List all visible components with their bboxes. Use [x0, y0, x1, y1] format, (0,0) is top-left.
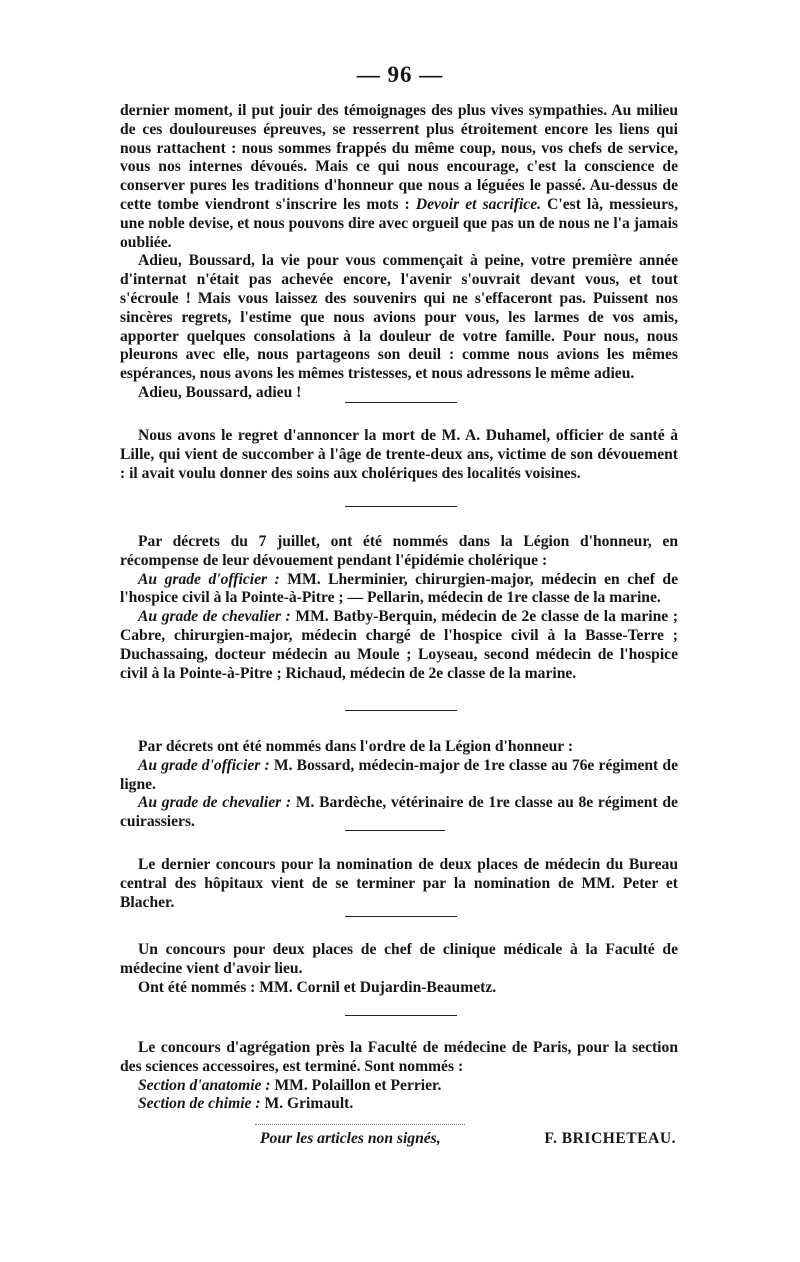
paragraph: Par décrets ont été nommés dans l'ordre de la Légion d'honneur : [138, 738, 574, 755]
separator-rule [345, 506, 457, 507]
page-number: — 96 — [356, 62, 444, 87]
paragraph: Au grade d'officier : MM. Lherminier, chirurgien-major, médecin en chef de l'hospice civil à la Pointe-à-Pitre ; — Pellarin, médecin de 1re classe de la marine. [120, 570, 678, 607]
death-notice [120, 427, 678, 483]
paragraph: dernier moment, il put jouir des témoignages des plus vives sympathies. Au milieu de ces douloureuses épreuves, se resserrent plus étroitement encore les liens qui nous rattachent : nous sommes frappés du même coup, nous, vos chefs de service, vous nos internes dévoués. Mais ce qui nous encourage, c'est la conscience de conserver pures les traditions d'honneur que nous a léguées le passé. Au-dessus de cette tombe viendront s'inscrire les mots : Devoir et sacrifice. C'est là, messieurs, une noble devise, et nous pouvons dire avec orgueil que pas un de nous ne l'a jamais oubliée. [120, 102, 678, 251]
grade-label: Au grade d'officier : [138, 756, 270, 774]
section-label: Section de chimie : [138, 1095, 261, 1113]
signature-dotted-line [255, 1124, 465, 1125]
concours-bureau-central [120, 856, 678, 912]
paragraph: Au grade d'officier : M. Bossard, médecin-major de 1re classe au 76e régiment de ligne. [120, 756, 678, 793]
signature-author: F. BRICHETEAU. [544, 1130, 676, 1147]
grade-label: Au grade de chevalier : [138, 794, 292, 812]
paragraph: Nous avons le regret d'annoncer la mort de M. A. Duhamel, officier de santé à Lille, qui vient de succomber à l'âge de trente-deux ans, victime de son dévouement : il avait voulu donner des soins aux cholériques des localités voisines. [120, 427, 678, 482]
separator-rule [345, 710, 457, 711]
grade-label: Au grade de chevalier : [138, 608, 291, 626]
paragraph: Section de chimie : M. Grimault. [138, 1095, 354, 1113]
paragraph: Le concours d'agrégation près la Faculté de médecine de Paris, pour la section des sciences accessoires, est terminé. Sont nommés : [120, 1039, 678, 1075]
paragraph: Par décrets du 7 juillet, ont été nommés dans la Légion d'honneur, en récompense de leur dévouement pendant l'épidémie cholérique : [120, 533, 678, 569]
paragraph: Au grade de chevalier : M. Bardèche, vétérinaire de 1re classe au 8e régiment de cuirassiers. [120, 794, 678, 831]
paragraph: Ont été nommés : MM. Cornil et Dujardin-Beaumetz. [138, 978, 497, 996]
grade-label: Au grade d'officier : [138, 570, 280, 588]
obituary-continuation [120, 102, 678, 403]
paragraph: Le dernier concours pour la nomination de deux places de médecin du Bureau central des hôpitaux vient de se terminer par la nomination de MM. Peter et Blacher. [120, 856, 678, 911]
legion-honneur-decrets-juillet [120, 533, 678, 683]
section-label: Section d'anatomie : [138, 1076, 271, 1094]
separator-rule [345, 830, 445, 831]
paragraph: Adieu, Boussard, la vie pour vous commençait à peine, votre première année d'internat n'était pas achevée encore, l'avenir s'ouvrait devant vous, et tout s'écroule ! Mais vous laissez des souvenirs qui ne s'effaceront pas. Puissent nos sincères regrets, l'estime que nous avions pour vous, les larmes de vos amis, apporter quelques consolations à la douleur de votre famille. Pour nous, nous pleurons avec elle, nous partageons son deuil : comme nous avions les mêmes espérances, nous avons les mêmes tristesses, et nous adressons le même adieu. [120, 252, 678, 383]
signature-note: Pour les articles non signés, [260, 1130, 441, 1147]
separator-rule [345, 402, 457, 403]
paragraph: Section d'anatomie : MM. Polaillon et Perrier. [138, 1076, 442, 1094]
motto: Devoir et sacrifice. [415, 195, 542, 213]
separator-rule [345, 916, 457, 917]
paragraph: Adieu, Boussard, adieu ! [138, 383, 302, 401]
legion-honneur-decrets [120, 738, 678, 832]
paragraph: Au grade de chevalier : MM. Batby-Berquin, médecin de 2e classe de la marine ; Cabre, chirurgien-major, médecin chargé de l'hospice civil à la Basse-Terre ; Duchassaing, docteur médecin au Moule ; Loyseau, second médecin de l'hospice civil à la Pointe-à-Pitre ; Richaud, médecin de 2e classe de la marine. [120, 608, 678, 682]
separator-rule [345, 1015, 457, 1016]
concours-agregation [120, 1039, 678, 1114]
paragraph: Un concours pour deux places de chef de clinique médicale à la Faculté de médecine vient d'avoir lieu. [120, 941, 678, 977]
concours-chef-clinique [120, 941, 678, 997]
